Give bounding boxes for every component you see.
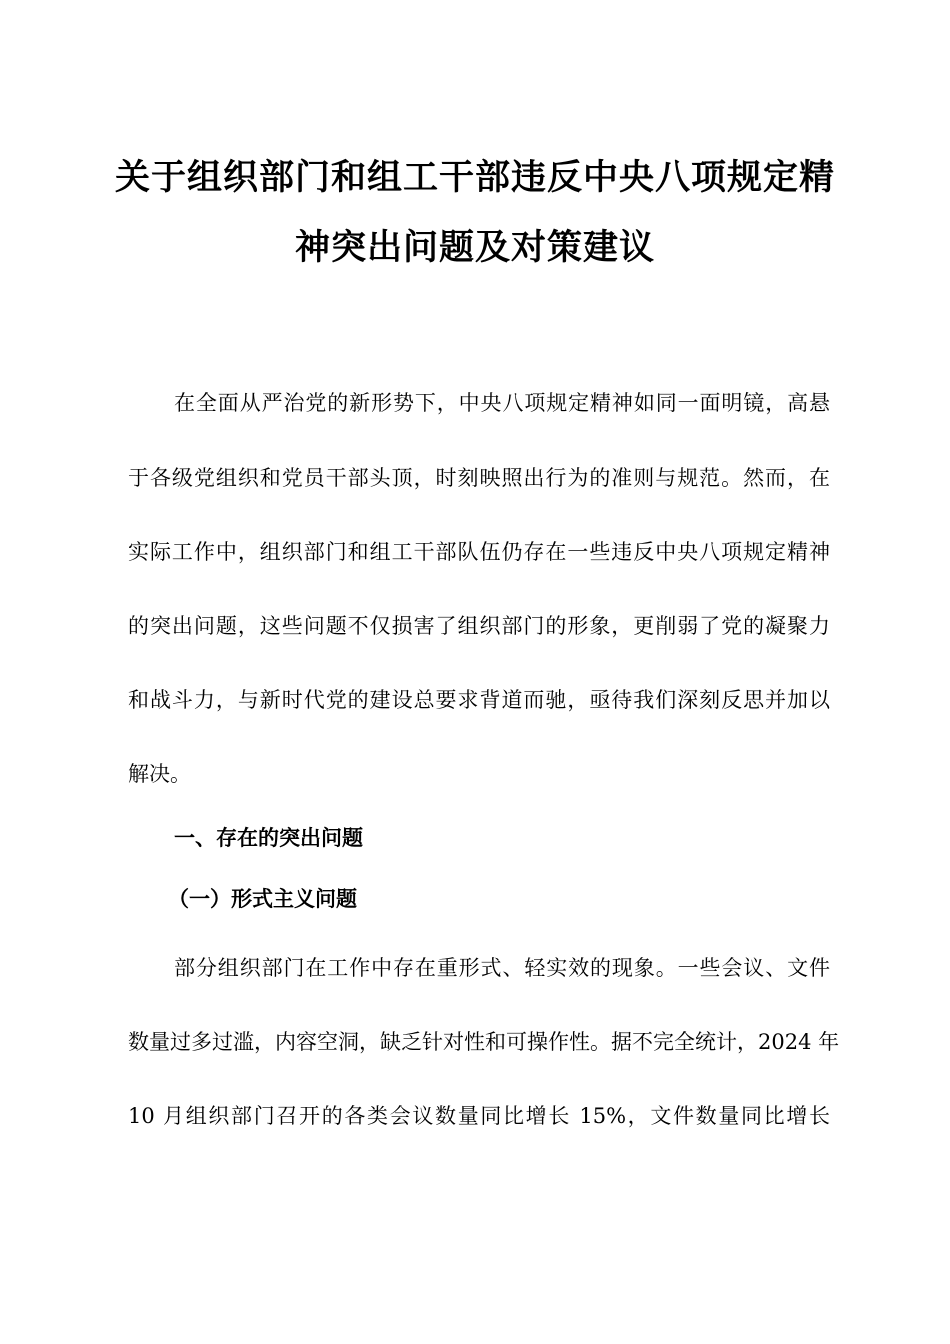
paragraph-line: 数量过多过滥，内容空洞，缺乏针对性和可操作性。据不完全统计，2024 年 — [128, 1030, 840, 1054]
paragraph-line: 在全面从严治党的新形势下，中央八项规定精神如同一面明镜，高悬 — [174, 391, 830, 415]
paragraph-line: 解决。 — [128, 762, 191, 786]
paragraph-line: 和战斗力，与新时代党的建设总要求背道而驰，亟待我们深刻反思并加以 — [128, 688, 830, 712]
paragraph-line: 10 月组织部门召开的各类会议数量同比增长 15%，文件数量同比增长 — [128, 1104, 830, 1128]
document-title-line-2: 神突出问题及对策建议 — [294, 227, 655, 268]
section-heading: 一、存在的突出问题 — [174, 825, 363, 850]
document-title-line-1: 关于组织部门和组工干部违反中央八项规定精 — [114, 157, 835, 198]
paragraph-line: 于各级党组织和党员干部头顶，时刻映照出行为的准则与规范。然而，在 — [128, 466, 830, 490]
paragraph-line: 实际工作中，组织部门和组工干部队伍仍存在一些违反中央八项规定精神 — [128, 540, 830, 564]
paragraph-line: 部分组织部门在工作中存在重形式、轻实效的现象。一些会议、文件 — [174, 956, 830, 980]
subsection-heading: （一）形式主义问题 — [168, 886, 357, 911]
paragraph-line: 的突出问题，这些问题不仅损害了组织部门的形象，更削弱了党的凝聚力 — [128, 614, 830, 638]
